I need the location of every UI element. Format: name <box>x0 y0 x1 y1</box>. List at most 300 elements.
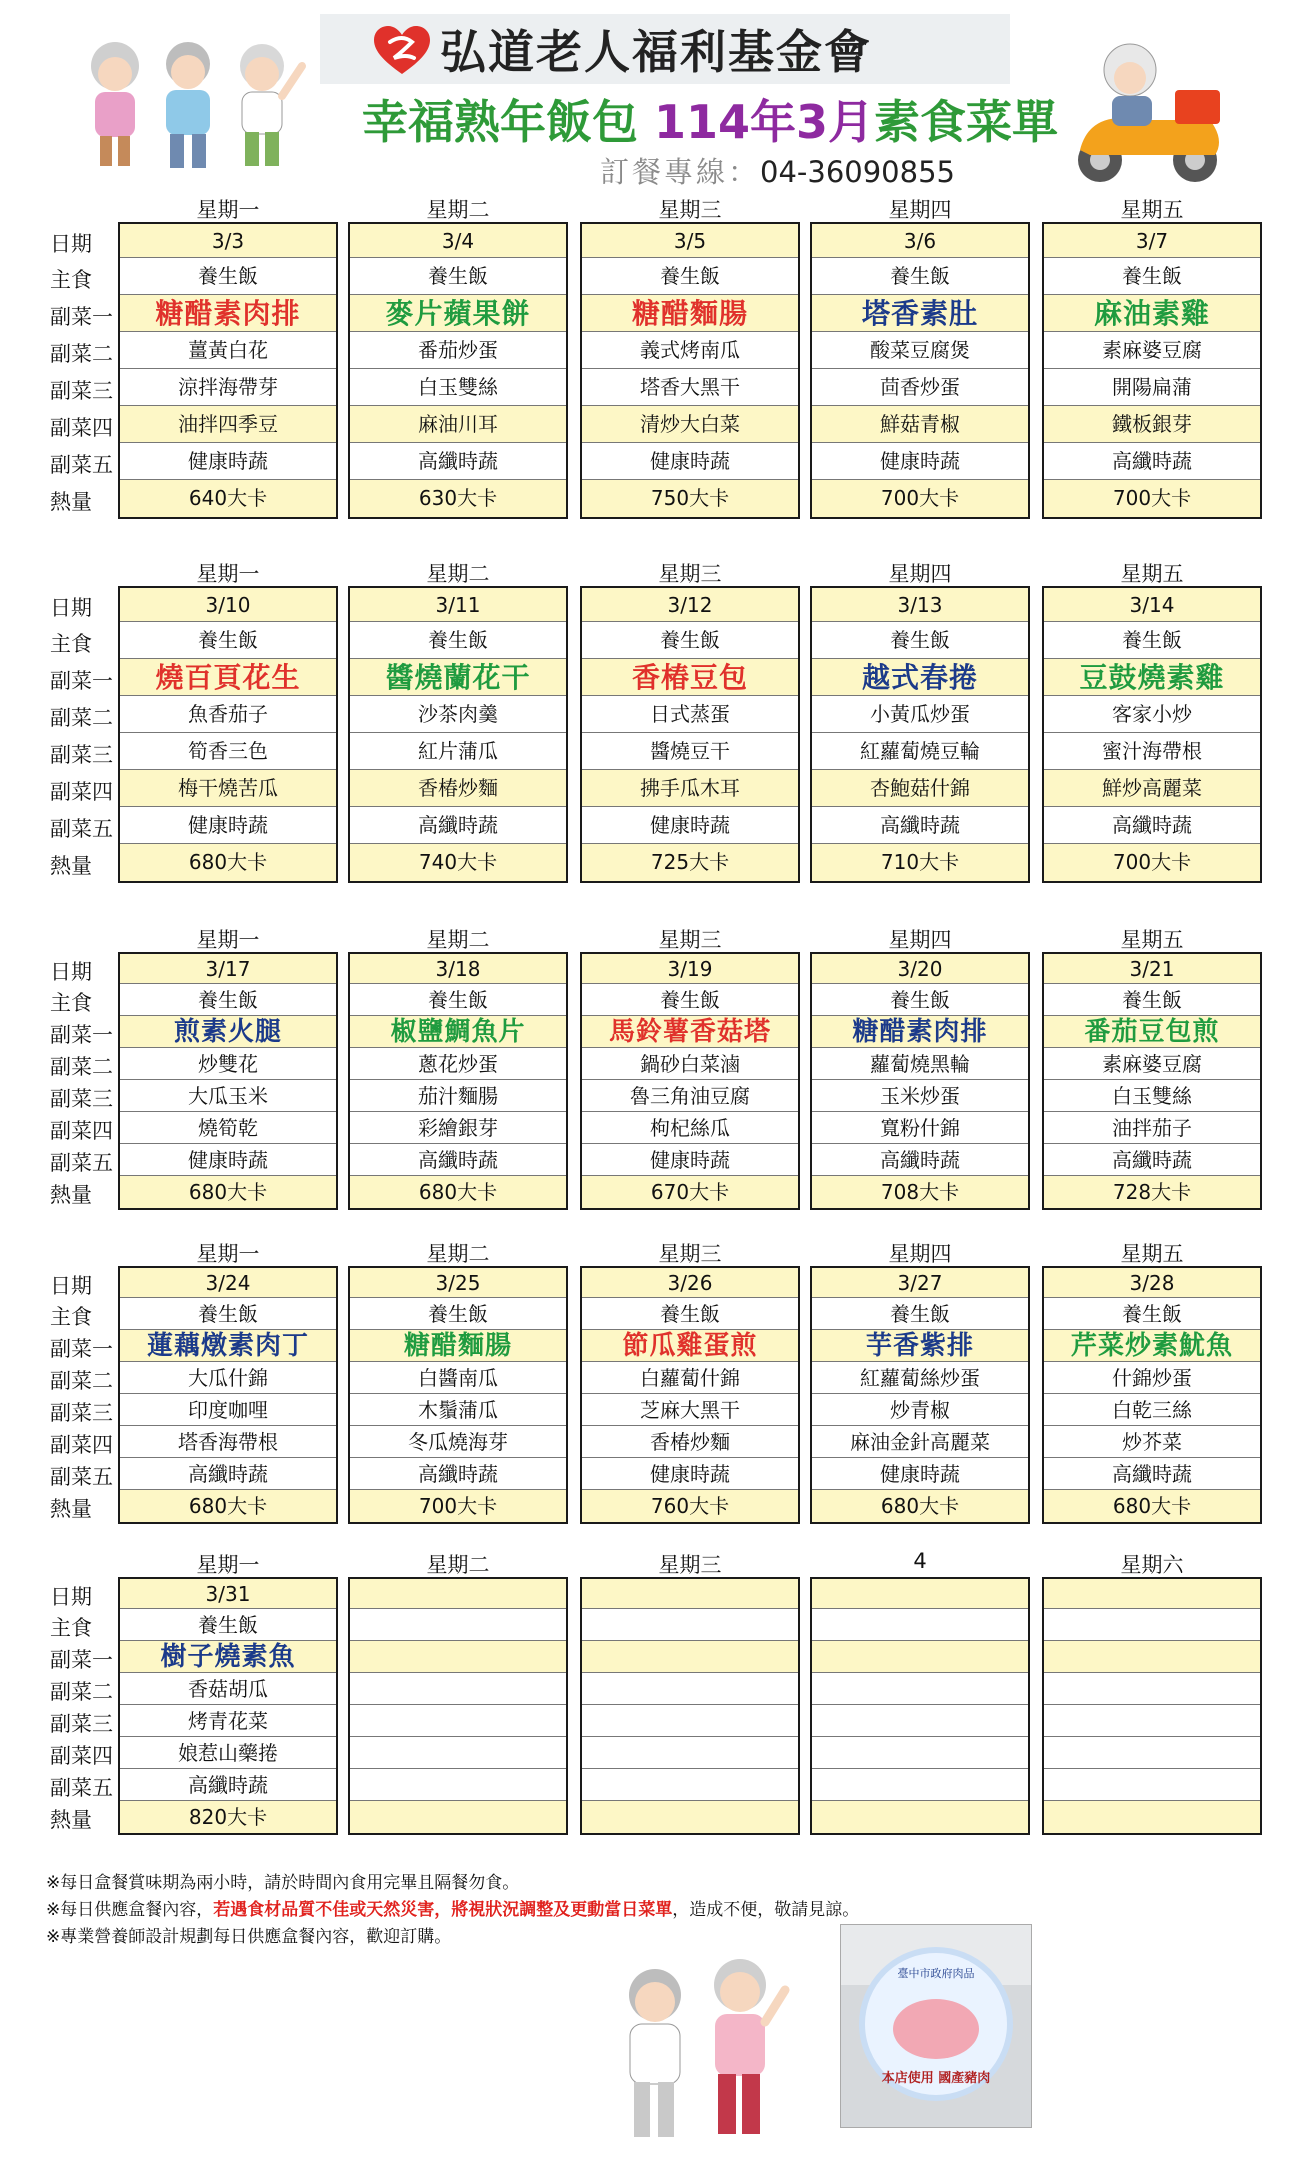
delivery-scooter-illustration <box>1060 30 1230 190</box>
menu-staple-cell: 養生飯 <box>120 984 336 1016</box>
menu-staple-cell: 養生飯 <box>350 622 566 659</box>
weekday-header: 星期五 <box>1120 562 1184 586</box>
menu-side4-cell: 麻油川耳 <box>350 406 566 443</box>
menu-staple-cell <box>350 1609 566 1641</box>
menu-side2-cell: 白醬南瓜 <box>350 1362 566 1394</box>
weekday-header: 星期二 <box>426 1553 490 1577</box>
weekday-header: 星期一 <box>196 1553 260 1577</box>
week-block <box>40 1547 1260 1837</box>
menu-staple-cell <box>582 1609 798 1641</box>
row-label: 主食 <box>50 991 92 1015</box>
menu-side4-cell: 鮮炒高麗菜 <box>1044 770 1260 807</box>
menu-kcal-cell: 640大卡 <box>120 480 336 517</box>
menu-date-cell: 3/3 <box>120 224 336 258</box>
menu-side2-cell: 小黃瓜炒蛋 <box>812 696 1028 733</box>
weekday-header: 星期四 <box>888 1242 952 1266</box>
menu-main-dish-cell <box>582 1641 798 1673</box>
menu-side3-cell: 木鬚蒲瓜 <box>350 1394 566 1426</box>
elderly-couple-illustration <box>600 1940 800 2150</box>
menu-side5-cell: 高纖時蔬 <box>812 1144 1028 1176</box>
row-label: 熱量 <box>50 1497 92 1521</box>
menu-staple-cell: 養生飯 <box>582 258 798 295</box>
row-label: 熱量 <box>50 1183 92 1207</box>
menu-side4-cell: 鮮菇青椒 <box>812 406 1028 443</box>
menu-main-dish-cell <box>1044 1641 1260 1673</box>
menu-main-dish-cell: 糖醋麵腸 <box>582 295 798 332</box>
weekday-header: 星期五 <box>1120 1242 1184 1266</box>
menu-side3-cell <box>812 1705 1028 1737</box>
menu-date-cell: 3/27 <box>812 1268 1028 1298</box>
row-label: 副菜一 <box>50 304 113 329</box>
menu-date-cell: 3/13 <box>812 588 1028 622</box>
menu-staple-cell: 養生飯 <box>120 1298 336 1330</box>
day-column <box>118 1577 338 1835</box>
menu-main-dish-cell: 糖醋素肉排 <box>812 1016 1028 1048</box>
menu-date-cell <box>1044 1579 1260 1609</box>
menu-side4-cell: 杏鮑菇什錦 <box>812 770 1028 807</box>
row-label: 副菜四 <box>50 779 113 804</box>
menu-side3-cell <box>1044 1705 1260 1737</box>
weekday-header: 星期一 <box>196 198 260 222</box>
menu-staple-cell: 養生飯 <box>350 1298 566 1330</box>
menu-kcal-cell <box>812 1801 1028 1833</box>
day-column <box>348 586 568 883</box>
menu-side3-cell: 筍香三色 <box>120 733 336 770</box>
menu-date-cell: 3/20 <box>812 954 1028 984</box>
menu-main-dish-cell: 豆鼓燒素雞 <box>1044 659 1260 696</box>
menu-staple-cell: 養生飯 <box>812 622 1028 659</box>
menu-main-dish-cell: 蓮藕燉素肉丁 <box>120 1330 336 1362</box>
row-label: 副菜二 <box>50 341 113 366</box>
menu-side2-cell: 日式蒸蛋 <box>582 696 798 733</box>
weekday-header: 星期三 <box>658 1553 722 1577</box>
menu-kcal-cell: 728大卡 <box>1044 1176 1260 1208</box>
weekday-header: 星期二 <box>426 1242 490 1266</box>
weekday-header: 星期二 <box>426 928 490 952</box>
menu-staple-cell: 養生飯 <box>812 984 1028 1016</box>
menu-kcal-cell <box>582 1801 798 1833</box>
menu-side5-cell: 健康時蔬 <box>582 807 798 844</box>
menu-side4-cell: 拂手瓜木耳 <box>582 770 798 807</box>
menu-staple-cell: 養生飯 <box>1044 622 1260 659</box>
row-label: 副菜三 <box>50 742 113 767</box>
note-shelf-life: ※每日盒餐賞味期為兩小時，請於時間內食用完畢且隔餐勿食。 <box>46 1873 520 1893</box>
day-column <box>348 1577 568 1835</box>
row-label: 副菜五 <box>50 816 113 841</box>
menu-date-cell: 3/26 <box>582 1268 798 1298</box>
weekday-header: 星期四 <box>888 198 952 222</box>
row-label: 副菜四 <box>50 415 113 440</box>
menu-main-dish-cell: 塔香素肚 <box>812 295 1028 332</box>
menu-staple-cell: 養生飯 <box>812 258 1028 295</box>
day-column <box>810 1266 1030 1524</box>
menu-kcal-cell <box>1044 1801 1260 1833</box>
menu-staple-cell: 養生飯 <box>1044 1298 1260 1330</box>
row-label: 熱量 <box>50 489 92 514</box>
menu-side2-cell <box>1044 1673 1260 1705</box>
menu-main-dish-cell <box>812 1641 1028 1673</box>
pig-icon <box>893 1999 979 2059</box>
menu-side5-cell: 健康時蔬 <box>120 1144 336 1176</box>
menu-side2-cell: 素麻婆豆腐 <box>1044 332 1260 369</box>
menu-kcal-cell: 680大卡 <box>812 1490 1028 1522</box>
day-column <box>1042 586 1262 883</box>
weekday-header: 星期五 <box>1120 928 1184 952</box>
menu-date-cell <box>812 1579 1028 1609</box>
menu-main-dish-cell: 芹菜炒素魷魚 <box>1044 1330 1260 1362</box>
menu-kcal-cell: 680大卡 <box>120 1176 336 1208</box>
title-part-3: 素食菜單 <box>874 95 1059 149</box>
menu-kcal-cell: 700大卡 <box>1044 480 1260 517</box>
menu-side4-cell <box>582 1737 798 1769</box>
menu-main-dish-cell: 馬鈴薯香菇塔 <box>582 1016 798 1048</box>
weekday-header: 星期三 <box>658 928 722 952</box>
row-label: 副菜五 <box>50 1151 113 1175</box>
menu-side2-cell: 炒雙花 <box>120 1048 336 1080</box>
menu-side2-cell: 白蘿蔔什錦 <box>582 1362 798 1394</box>
menu-date-cell: 3/10 <box>120 588 336 622</box>
menu-side2-cell: 沙茶肉羹 <box>350 696 566 733</box>
menu-kcal-cell: 820大卡 <box>120 1801 336 1833</box>
menu-date-cell: 3/31 <box>120 1579 336 1609</box>
menu-kcal-cell: 670大卡 <box>582 1176 798 1208</box>
menu-side4-cell: 清炒大白菜 <box>582 406 798 443</box>
day-column <box>810 1577 1030 1835</box>
menu-main-dish-cell: 麥片蘋果餅 <box>350 295 566 332</box>
menu-main-dish-cell: 麻油素雞 <box>1044 295 1260 332</box>
note2-part-a: ※每日供應盒餐內容， <box>46 1900 214 1920</box>
menu-side4-cell: 鐵板銀芽 <box>1044 406 1260 443</box>
weekday-header: 星期一 <box>196 928 260 952</box>
menu-staple-cell <box>1044 1609 1260 1641</box>
hotline-number: 04-36090855 <box>760 155 955 189</box>
row-label: 副菜五 <box>50 452 113 477</box>
menu-date-cell: 3/5 <box>582 224 798 258</box>
menu-kcal-cell: 710大卡 <box>812 844 1028 881</box>
day-column <box>810 586 1030 883</box>
menu-main-dish-cell: 椒鹽鯛魚片 <box>350 1016 566 1048</box>
row-label: 主食 <box>50 267 92 292</box>
menu-main-dish-cell: 番茄豆包煎 <box>1044 1016 1260 1048</box>
menu-date-cell: 3/28 <box>1044 1268 1260 1298</box>
row-label: 副菜四 <box>50 1433 113 1457</box>
menu-staple-cell: 養生飯 <box>120 258 336 295</box>
menu-date-cell: 3/12 <box>582 588 798 622</box>
row-label: 副菜四 <box>50 1119 113 1143</box>
menu-main-dish-cell: 燒百頁花生 <box>120 659 336 696</box>
menu-side4-cell: 娘惹山藥捲 <box>120 1737 336 1769</box>
weekday-header: 星期一 <box>196 562 260 586</box>
menu-side5-cell: 高纖時蔬 <box>1044 443 1260 480</box>
menu-side5-cell: 健康時蔬 <box>582 443 798 480</box>
menu-side4-cell: 冬瓜燒海芽 <box>350 1426 566 1458</box>
row-label: 日期 <box>50 1585 92 1609</box>
menu-side3-cell: 紅片蒲瓜 <box>350 733 566 770</box>
menu-side5-cell: 健康時蔬 <box>582 1458 798 1490</box>
weekday-header: 星期三 <box>658 562 722 586</box>
menu-side2-cell <box>812 1673 1028 1705</box>
page-title <box>360 86 1060 152</box>
menu-side5-cell: 高纖時蔬 <box>120 1769 336 1801</box>
menu-side3-cell: 芝麻大黑干 <box>582 1394 798 1426</box>
day-column <box>1042 952 1262 1210</box>
menu-side2-cell: 蘿蔔燒黑輪 <box>812 1048 1028 1080</box>
menu-side3-cell: 蜜汁海帶根 <box>1044 733 1260 770</box>
menu-staple-cell: 養生飯 <box>350 984 566 1016</box>
menu-side4-cell <box>1044 1737 1260 1769</box>
menu-side3-cell: 白乾三絲 <box>1044 1394 1260 1426</box>
menu-kcal-cell <box>350 1801 566 1833</box>
menu-kcal-cell: 750大卡 <box>582 480 798 517</box>
menu-side2-cell: 香菇胡瓜 <box>120 1673 336 1705</box>
weekday-header: 星期四 <box>888 562 952 586</box>
weekday-header: 星期一 <box>196 1242 260 1266</box>
day-column <box>580 1266 800 1524</box>
menu-side3-cell <box>582 1705 798 1737</box>
weekday-header: 星期四 <box>888 928 952 952</box>
menu-side5-cell <box>1044 1769 1260 1801</box>
day-column <box>580 952 800 1210</box>
menu-side2-cell: 義式烤南瓜 <box>582 332 798 369</box>
menu-side5-cell: 高纖時蔬 <box>120 1458 336 1490</box>
menu-staple-cell: 養生飯 <box>120 622 336 659</box>
menu-side2-cell: 魚香茄子 <box>120 696 336 733</box>
week-block <box>40 1236 1260 1526</box>
menu-date-cell: 3/18 <box>350 954 566 984</box>
menu-side5-cell: 高纖時蔬 <box>350 443 566 480</box>
day-column <box>348 952 568 1210</box>
menu-side2-cell: 什錦炒蛋 <box>1044 1362 1260 1394</box>
menu-date-cell: 3/24 <box>120 1268 336 1298</box>
menu-side2-cell: 客家小炒 <box>1044 696 1260 733</box>
menu-staple-cell: 養生飯 <box>1044 984 1260 1016</box>
note2-part-c: ，造成不便，敬請見諒。 <box>672 1900 860 1920</box>
menu-main-dish-cell: 樹子燒素魚 <box>120 1641 336 1673</box>
menu-side4-cell: 梅干燒苦瓜 <box>120 770 336 807</box>
row-label: 副菜一 <box>50 1648 113 1672</box>
menu-side4-cell: 香椿炒麵 <box>350 770 566 807</box>
row-label: 熱量 <box>50 853 92 878</box>
menu-side3-cell: 烤青花菜 <box>120 1705 336 1737</box>
row-label: 主食 <box>50 631 92 656</box>
day-column <box>580 586 800 883</box>
row-label: 副菜一 <box>50 1023 113 1047</box>
day-column <box>810 222 1030 519</box>
menu-side4-cell: 彩繪銀芽 <box>350 1112 566 1144</box>
menu-staple-cell: 養生飯 <box>1044 258 1260 295</box>
day-column <box>810 952 1030 1210</box>
menu-date-cell: 3/14 <box>1044 588 1260 622</box>
row-label: 副菜三 <box>50 1401 113 1425</box>
menu-side3-cell: 醬燒豆干 <box>582 733 798 770</box>
note-menu-adjustment <box>46 1895 859 1920</box>
menu-side3-cell: 白玉雙絲 <box>1044 1080 1260 1112</box>
elderly-group-illustration <box>70 26 310 176</box>
menu-kcal-cell: 680大卡 <box>1044 1490 1260 1522</box>
row-label: 副菜五 <box>50 1776 113 1800</box>
menu-kcal-cell: 700大卡 <box>812 480 1028 517</box>
weekday-header: 星期六 <box>1120 1553 1184 1577</box>
menu-staple-cell: 養生飯 <box>120 1609 336 1641</box>
day-column <box>118 1266 338 1524</box>
day-column <box>580 222 800 519</box>
menu-side3-cell <box>350 1705 566 1737</box>
row-label: 副菜五 <box>50 1465 113 1489</box>
row-label: 日期 <box>50 596 92 620</box>
row-label: 日期 <box>50 232 92 256</box>
menu-side4-cell: 油拌茄子 <box>1044 1112 1260 1144</box>
menu-side5-cell: 高纖時蔬 <box>350 1458 566 1490</box>
menu-date-cell: 3/4 <box>350 224 566 258</box>
title-part-2: 114年3月 <box>653 95 875 149</box>
menu-main-dish-cell: 越式春捲 <box>812 659 1028 696</box>
order-hotline <box>600 150 955 191</box>
menu-side2-cell <box>350 1673 566 1705</box>
weekday-header: 星期二 <box>426 562 490 586</box>
menu-side2-cell: 素麻婆豆腐 <box>1044 1048 1260 1080</box>
row-label: 副菜三 <box>50 1712 113 1736</box>
menu-kcal-cell: 680大卡 <box>350 1176 566 1208</box>
menu-side2-cell: 酸菜豆腐煲 <box>812 332 1028 369</box>
day-column <box>1042 222 1262 519</box>
menu-side3-cell: 印度咖哩 <box>120 1394 336 1426</box>
menu-side3-cell: 炒青椒 <box>812 1394 1028 1426</box>
menu-date-cell: 3/21 <box>1044 954 1260 984</box>
menu-side3-cell: 白玉雙絲 <box>350 369 566 406</box>
row-label: 副菜二 <box>50 1680 113 1704</box>
menu-main-dish-cell: 香椿豆包 <box>582 659 798 696</box>
menu-date-cell: 3/7 <box>1044 224 1260 258</box>
menu-side4-cell: 油拌四季豆 <box>120 406 336 443</box>
menu-staple-cell: 養生飯 <box>582 622 798 659</box>
menu-side4-cell: 枸杞絲瓜 <box>582 1112 798 1144</box>
menu-main-dish-cell: 煎素火腿 <box>120 1016 336 1048</box>
menu-kcal-cell: 700大卡 <box>1044 844 1260 881</box>
menu-staple-cell: 養生飯 <box>812 1298 1028 1330</box>
title-part-1: 幸福熟年飯包 <box>361 95 654 149</box>
row-label: 主食 <box>50 1305 92 1329</box>
weekday-header: 星期二 <box>426 198 490 222</box>
menu-side5-cell <box>350 1769 566 1801</box>
pork-badge-photo <box>840 1924 1032 2128</box>
day-column <box>118 952 338 1210</box>
week-block <box>40 922 1260 1212</box>
menu-side5-cell: 高纖時蔬 <box>350 807 566 844</box>
menu-side2-cell <box>582 1673 798 1705</box>
menu-side5-cell: 健康時蔬 <box>812 1458 1028 1490</box>
menu-side4-cell: 香椿炒麵 <box>582 1426 798 1458</box>
menu-date-cell: 3/17 <box>120 954 336 984</box>
menu-side4-cell: 塔香海帶根 <box>120 1426 336 1458</box>
day-column <box>580 1577 800 1835</box>
menu-side5-cell: 高纖時蔬 <box>1044 807 1260 844</box>
menu-kcal-cell: 725大卡 <box>582 844 798 881</box>
menu-kcal-cell: 680大卡 <box>120 844 336 881</box>
day-column <box>118 222 338 519</box>
week-block <box>40 192 1260 521</box>
menu-date-cell: 3/19 <box>582 954 798 984</box>
menu-side2-cell: 紅蘿蔔絲炒蛋 <box>812 1362 1028 1394</box>
menu-main-dish-cell: 糖醋麵腸 <box>350 1330 566 1362</box>
menu-date-cell <box>582 1579 798 1609</box>
note2-part-b: 若遇食材品質不佳或天然災害，將視狀況調整及更動當日菜單 <box>213 1900 673 1920</box>
heart-logo-icon <box>372 24 432 76</box>
week-block <box>40 556 1260 885</box>
menu-date-cell: 3/11 <box>350 588 566 622</box>
menu-side5-cell: 健康時蔬 <box>120 807 336 844</box>
menu-side5-cell: 健康時蔬 <box>582 1144 798 1176</box>
menu-side2-cell: 鍋砂白菜滷 <box>582 1048 798 1080</box>
menu-date-cell: 3/6 <box>812 224 1028 258</box>
weekday-header: 星期三 <box>658 198 722 222</box>
menu-side5-cell: 健康時蔬 <box>812 443 1028 480</box>
badge-text-top: 臺中市政府肉品 <box>897 1967 975 1980</box>
organization-name: 弘道老人福利基金會 <box>440 25 872 79</box>
weekday-header: 4 <box>913 1549 927 1573</box>
menu-side5-cell <box>812 1769 1028 1801</box>
menu-side3-cell: 塔香大黑干 <box>582 369 798 406</box>
menu-main-dish-cell <box>350 1641 566 1673</box>
menu-staple-cell: 養生飯 <box>582 984 798 1016</box>
menu-side3-cell: 紅蘿蔔燒豆輪 <box>812 733 1028 770</box>
hotline-label: 訂餐專線： <box>600 155 761 189</box>
day-column <box>348 222 568 519</box>
row-label: 副菜一 <box>50 668 113 693</box>
menu-side5-cell: 健康時蔬 <box>120 443 336 480</box>
menu-side2-cell: 番茄炒蛋 <box>350 332 566 369</box>
menu-side2-cell: 蔥花炒蛋 <box>350 1048 566 1080</box>
menu-side5-cell: 高纖時蔬 <box>812 807 1028 844</box>
menu-main-dish-cell: 節瓜雞蛋煎 <box>582 1330 798 1362</box>
menu-side3-cell: 茴香炒蛋 <box>812 369 1028 406</box>
menu-date-cell: 3/25 <box>350 1268 566 1298</box>
menu-kcal-cell: 700大卡 <box>350 1490 566 1522</box>
row-label: 副菜二 <box>50 1055 113 1079</box>
row-label: 主食 <box>50 1616 92 1640</box>
menu-side5-cell: 高纖時蔬 <box>1044 1144 1260 1176</box>
weekday-header: 星期三 <box>658 1242 722 1266</box>
menu-kcal-cell: 740大卡 <box>350 844 566 881</box>
menu-kcal-cell: 708大卡 <box>812 1176 1028 1208</box>
menu-side4-cell <box>812 1737 1028 1769</box>
menu-side3-cell: 涼拌海帶芽 <box>120 369 336 406</box>
menu-side3-cell: 大瓜玉米 <box>120 1080 336 1112</box>
menu-side4-cell: 炒芥菜 <box>1044 1426 1260 1458</box>
row-label: 副菜三 <box>50 1087 113 1111</box>
menu-side4-cell: 麻油金針高麗菜 <box>812 1426 1028 1458</box>
badge-text-bottom: 本店使用 國產豬肉 <box>881 2071 991 2086</box>
menu-side3-cell: 玉米炒蛋 <box>812 1080 1028 1112</box>
row-label: 日期 <box>50 1274 92 1298</box>
menu-date-cell <box>350 1579 566 1609</box>
menu-staple-cell: 養生飯 <box>350 258 566 295</box>
menu-kcal-cell: 760大卡 <box>582 1490 798 1522</box>
menu-kcal-cell: 680大卡 <box>120 1490 336 1522</box>
day-column <box>1042 1577 1262 1835</box>
menu-side4-cell: 寬粉什錦 <box>812 1112 1028 1144</box>
weekday-header: 星期五 <box>1120 198 1184 222</box>
row-label: 副菜二 <box>50 705 113 730</box>
menu-side4-cell <box>350 1737 566 1769</box>
menu-side5-cell <box>582 1769 798 1801</box>
menu-side4-cell: 燒筍乾 <box>120 1112 336 1144</box>
menu-main-dish-cell: 糖醋素肉排 <box>120 295 336 332</box>
note-dietitian: ※專業營養師設計規劃每日供應盒餐內容，歡迎訂購。 <box>46 1927 452 1947</box>
menu-side3-cell: 魯三角油豆腐 <box>582 1080 798 1112</box>
menu-side3-cell: 開陽扁蒲 <box>1044 369 1260 406</box>
menu-main-dish-cell: 醬燒蘭花干 <box>350 659 566 696</box>
day-column <box>348 1266 568 1524</box>
